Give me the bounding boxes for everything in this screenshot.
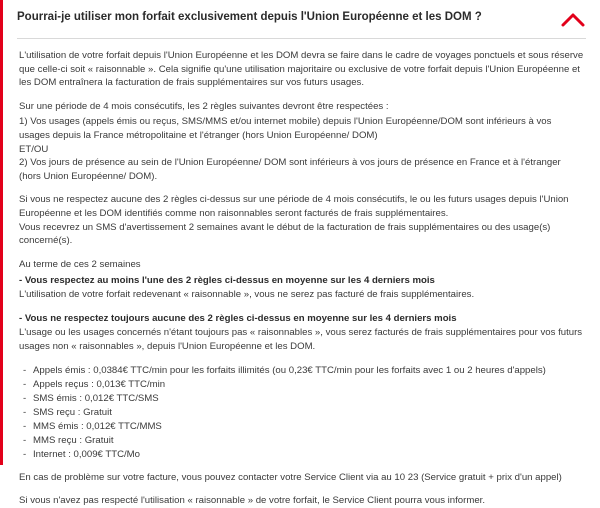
list-item: - SMS émis : 0,012€ TTC/SMS [19, 392, 584, 406]
rule-two: 2) Vos jours de présence au sein de l'Union Européenne/ DOM sont inférieurs à vos jours de présence en France et à l'étranger (hors Union Européenne/ DOM). [19, 157, 561, 182]
case-one-title: - Vous respectez au moins l'une des 2 règles ci-dessus en moyenne sur les 4 derniers mois [19, 274, 435, 286]
au-terme-label: Au terme de ces 2 semaines [19, 258, 141, 270]
sms-warning-paragraph: Vous recevrez un SMS d'avertissement 2 semaines avant le début de la facturation de frais supplémentaires ou des usage(s) concerné(s). [19, 221, 551, 247]
closing-paragraph: Si vous n'avez pas respecté l'utilisation « raisonnable » de votre forfait, le Service Client pourra vous informer. [19, 495, 485, 507]
list-item: - MMS émis : 0,012€ TTC/MMS [19, 420, 584, 434]
case-two-text: L'usage ou les usages concernés n'étant toujours pas « raisonnables », vous serez facturés de frais supplémentaires pour vos futurs usages non « raisonnables », depuis l'Union Européenne et les DOM. [19, 327, 583, 352]
intro-paragraph: L'utilisation de votre forfait depuis l'Union Européenne et les DOM devra se faire dans le cadre de voyages ponctuels et sous réserve que celle-ci soit « raisonnable ». Cela signifie qu'une utilisation majoritaire ou exclusive de votre forfait depuis l'Union Européenne et les DOM entraînera la facturation de frais supplémentaires sur vos futurs usages. [19, 50, 584, 89]
list-item: - Internet : 0,009€ TTC/Mo [19, 448, 584, 462]
faq-question-header[interactable] [3, 0, 600, 29]
page-title: Pourrai-je utiliser mon forfait exclusivement depuis l'Union Européenne et les DOM ? [17, 11, 482, 23]
faq-answer-body [3, 39, 600, 508]
price-list [19, 364, 584, 462]
case-one-text: L'utilisation de votre forfait redevenant « raisonnable », vous ne serez pas facturé de frais supplémentaires. [19, 289, 475, 301]
list-item: - SMS reçu : Gratuit [19, 406, 584, 420]
case-two-title: - Vous ne respectez toujours aucune des 2 règles ci-dessus en moyenne sur les 4 derniers mois [19, 312, 457, 324]
list-item: - MMS reçu : Gratuit [19, 434, 584, 448]
non-respect-paragraph: Si vous ne respectez aucune des 2 règles ci-dessus sur une période de 4 mois consécutifs, le ou les futurs usages depuis l'Union Européenne et les DOM identifiés comme non raisonnables seront facturés de frais supplémentaires. [19, 194, 569, 220]
rule-one: 1) Vos usages (appels émis ou reçus, SMS/MMS et/ou internet mobile) depuis l'Union Européenne/DOM sont inférieurs à vos usages depuis la France métropolitaine et l'étranger (hors Union Européenne/ DOM) [19, 116, 552, 142]
rules-intro: Sur une période de 4 mois consécutifs, les 2 règles suivantes devront être respectées : [19, 100, 389, 112]
list-item: - Appels émis : 0,0384€ TTC/min pour les forfaits illimités (ou 0,23€ TTC/min pour les forfaits avec 1 ou 2 heures d'appels) [19, 364, 584, 378]
list-item: - Appels reçus : 0,013€ TTC/min [19, 378, 584, 392]
et-ou-label: ET/OU [19, 143, 49, 155]
chevron-up-icon[interactable] [560, 11, 586, 29]
probleme-facture-paragraph: En cas de problème sur votre facture, vous pouvez contacter votre Service Client via au 10 23 (Service gratuit + prix d'un appel) [19, 471, 562, 483]
